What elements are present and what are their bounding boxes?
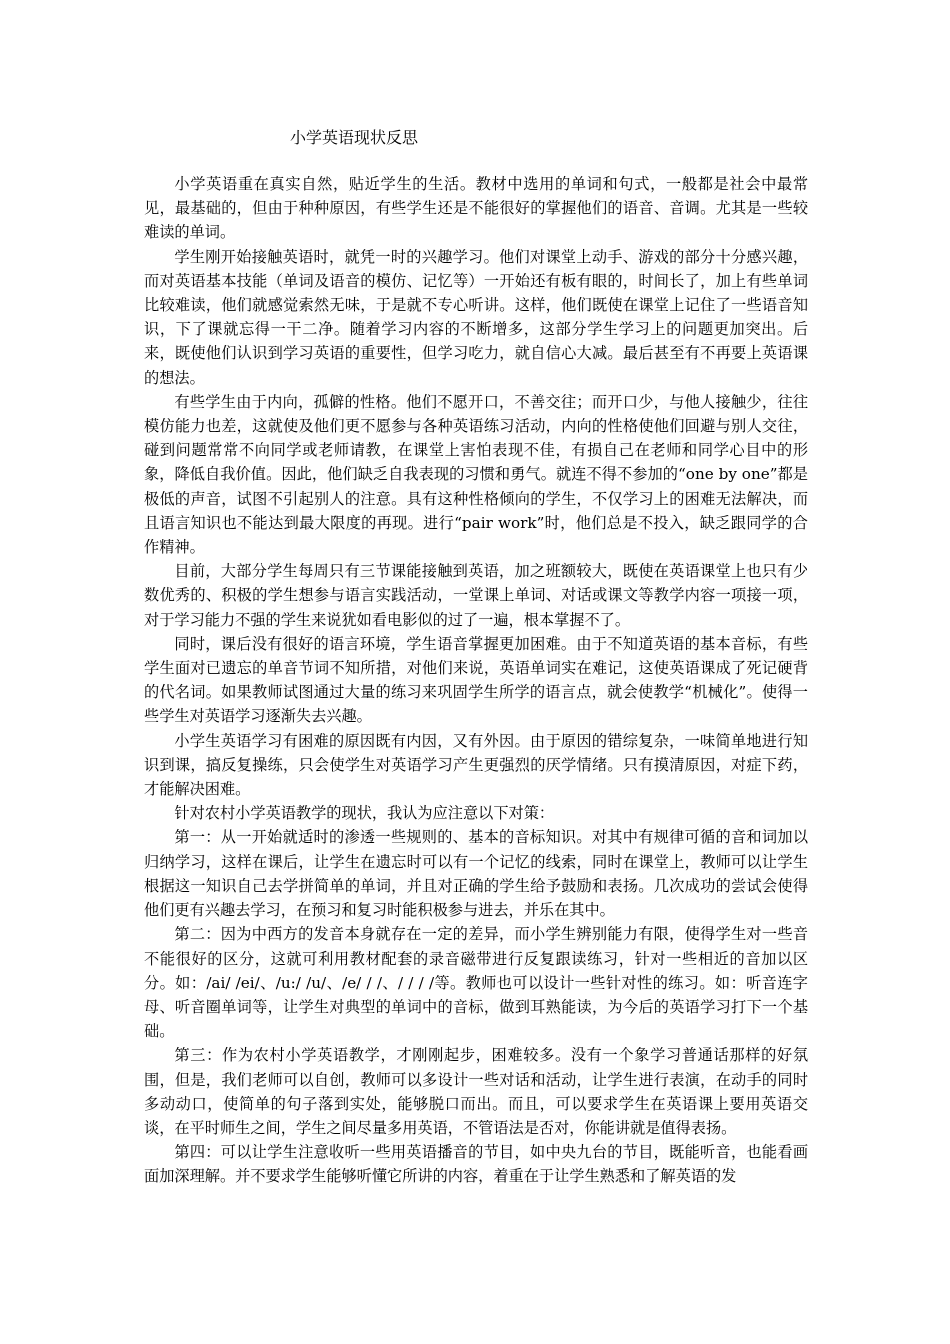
paragraph: 第四：可以让学生注意收听一些用英语播音的节目，如中央九台的节目，既能听音，也能看画面加深理解。并不要求学生能够听懂它所讲的内容，着重在于让学生熟悉和了解英语的发 [144, 1143, 808, 1186]
paragraph: 第二：因为中西方的发音本身就存在一定的差异，而小学生辨别能力有限，使得学生对一些音不能很好的区分，这就可利用教材配套的录音磁带进行反复跟读练习，针对一些相近的音加以区分。如：/ai/ /ei/、/u:/ /u/、/e/ / /、/ / / /等。教师也可以设计一些针对性的练习。如：听音连字母、听音圈单词等，让学生对典型的单词中的音标，做到耳熟能读，为今后的英语学习打下一个基础。 [144, 925, 808, 1041]
document-title: 小学英语现状反思 [290, 128, 419, 147]
paragraph: 小学生英语学习有困难的原因既有内因，又有外因。由于原因的错综复杂，一味简单地进行知识到课，搞反复操练，只会使学生对英语学习产生更强烈的厌学情绪。只有摸清原因，对症下药，才能解决困难。 [144, 731, 808, 799]
paragraph: 目前，大部分学生每周只有三节课能接触到英语，加之班额较大，既使在英语课堂上也只有少数优秀的、积极的学生想参与语言实践活动，一堂课上单词、对话或课文等教学内容一项接一项，对于学习能力不强的学生来说犹如看电影似的过了一遍，根本掌握不了。 [144, 562, 808, 629]
paragraph: 有些学生由于内向，孤僻的性格。他们不愿开口，不善交往；而开口少，与他人接触少，往往模仿能力也差，这就使及他们更不愿参与各种英语练习活动，内向的性格使他们回避与别人交往，碰到问题常常不向同学或老师请教，在课堂上害怕表现不佳，有损自己在老师和同学心目中的形象，降低自我价值。因此，他们缺乏自我表现的习惯和勇气。就连不得不参加的“one by one”都是极低的声音，试图不引起别人的注意。具有这种性格倾向的学生，不仅学习上的困难无法解决，而且语言知识也不能达到最大限度的再现。进行“pair work”时，他们总是不投入，缺乏跟同学的合作精神。 [144, 392, 808, 557]
paragraph: 小学英语重在真实自然，贴近学生的生活。教材中选用的单词和句式，一般都是社会中最常见，最基础的，但由于种种原因，有些学生还是不能很好的掌握他们的语音、音调。尤其是一些较难读的单词。 [144, 175, 808, 242]
paragraph: 同时，课后没有很好的语言环境，学生语音掌握更加困难。由于不知道英语的基本音标，有些学生面对已遗忘的单音节词不知所措，对他们来说，英语单词实在难记，这使英语课成了死记硬背的代名词。如果教师试图通过大量的练习来巩固学生所学的语言点，就会使教学“机械化”。使得一些学生对英语学习逐渐失去兴趣。 [144, 634, 808, 726]
paragraph: 第三：作为农村小学英语教学，才刚刚起步，困难较多。没有一个象学习普通话那样的好氛围，但是，我们老师可以自创，教师可以多设计一些对话和活动，让学生进行表演，在动手的同时多动动口，使简单的句子落到实处，能够脱口而出。而且，可以要求学生在英语课上要用英语交谈，在平时师生之间，学生之间尽量多用英语，不管语法是否对，你能讲就是值得表扬。 [144, 1046, 808, 1137]
document-body [144, 172, 808, 1189]
paragraph: 第一：从一开始就适时的渗透一些规则的、基本的音标知识。对其中有规律可循的音和词加以归纳学习，这样在课后，让学生在遗忘时可以有一个记忆的线索，同时在课堂上，教师可以让学生根据这一知识自己去学拼简单的单词，并且对正确的学生给予鼓励和表扬。几次成功的尝试会使得他们更有兴趣去学习，在预习和复习时能积极参与进去，并乐在其中。 [144, 828, 808, 920]
paragraph: 学生刚开始接触英语时，就凭一时的兴趣学习。他们对课堂上动手、游戏的部分十分感兴趣，而对英语基本技能（单词及语音的模仿、记忆等）一开始还有板有眼的，时间长了，加上有些单词比较难读，他们就感觉索然无味，于是就不专心听讲。这样，他们既使在课堂上记住了一些语音知识，下了课就忘得一干二净。随着学习内容的不断增多，这部分学生学习上的问题更加突出。后来，既使他们认识到学习英语的重要性，但学习吃力，就自信心大减。最后甚至有不再要上英语课的想法。 [144, 247, 808, 387]
paragraph: 针对农村小学英语教学的现状，我认为应注意以下对策： [174, 804, 555, 823]
